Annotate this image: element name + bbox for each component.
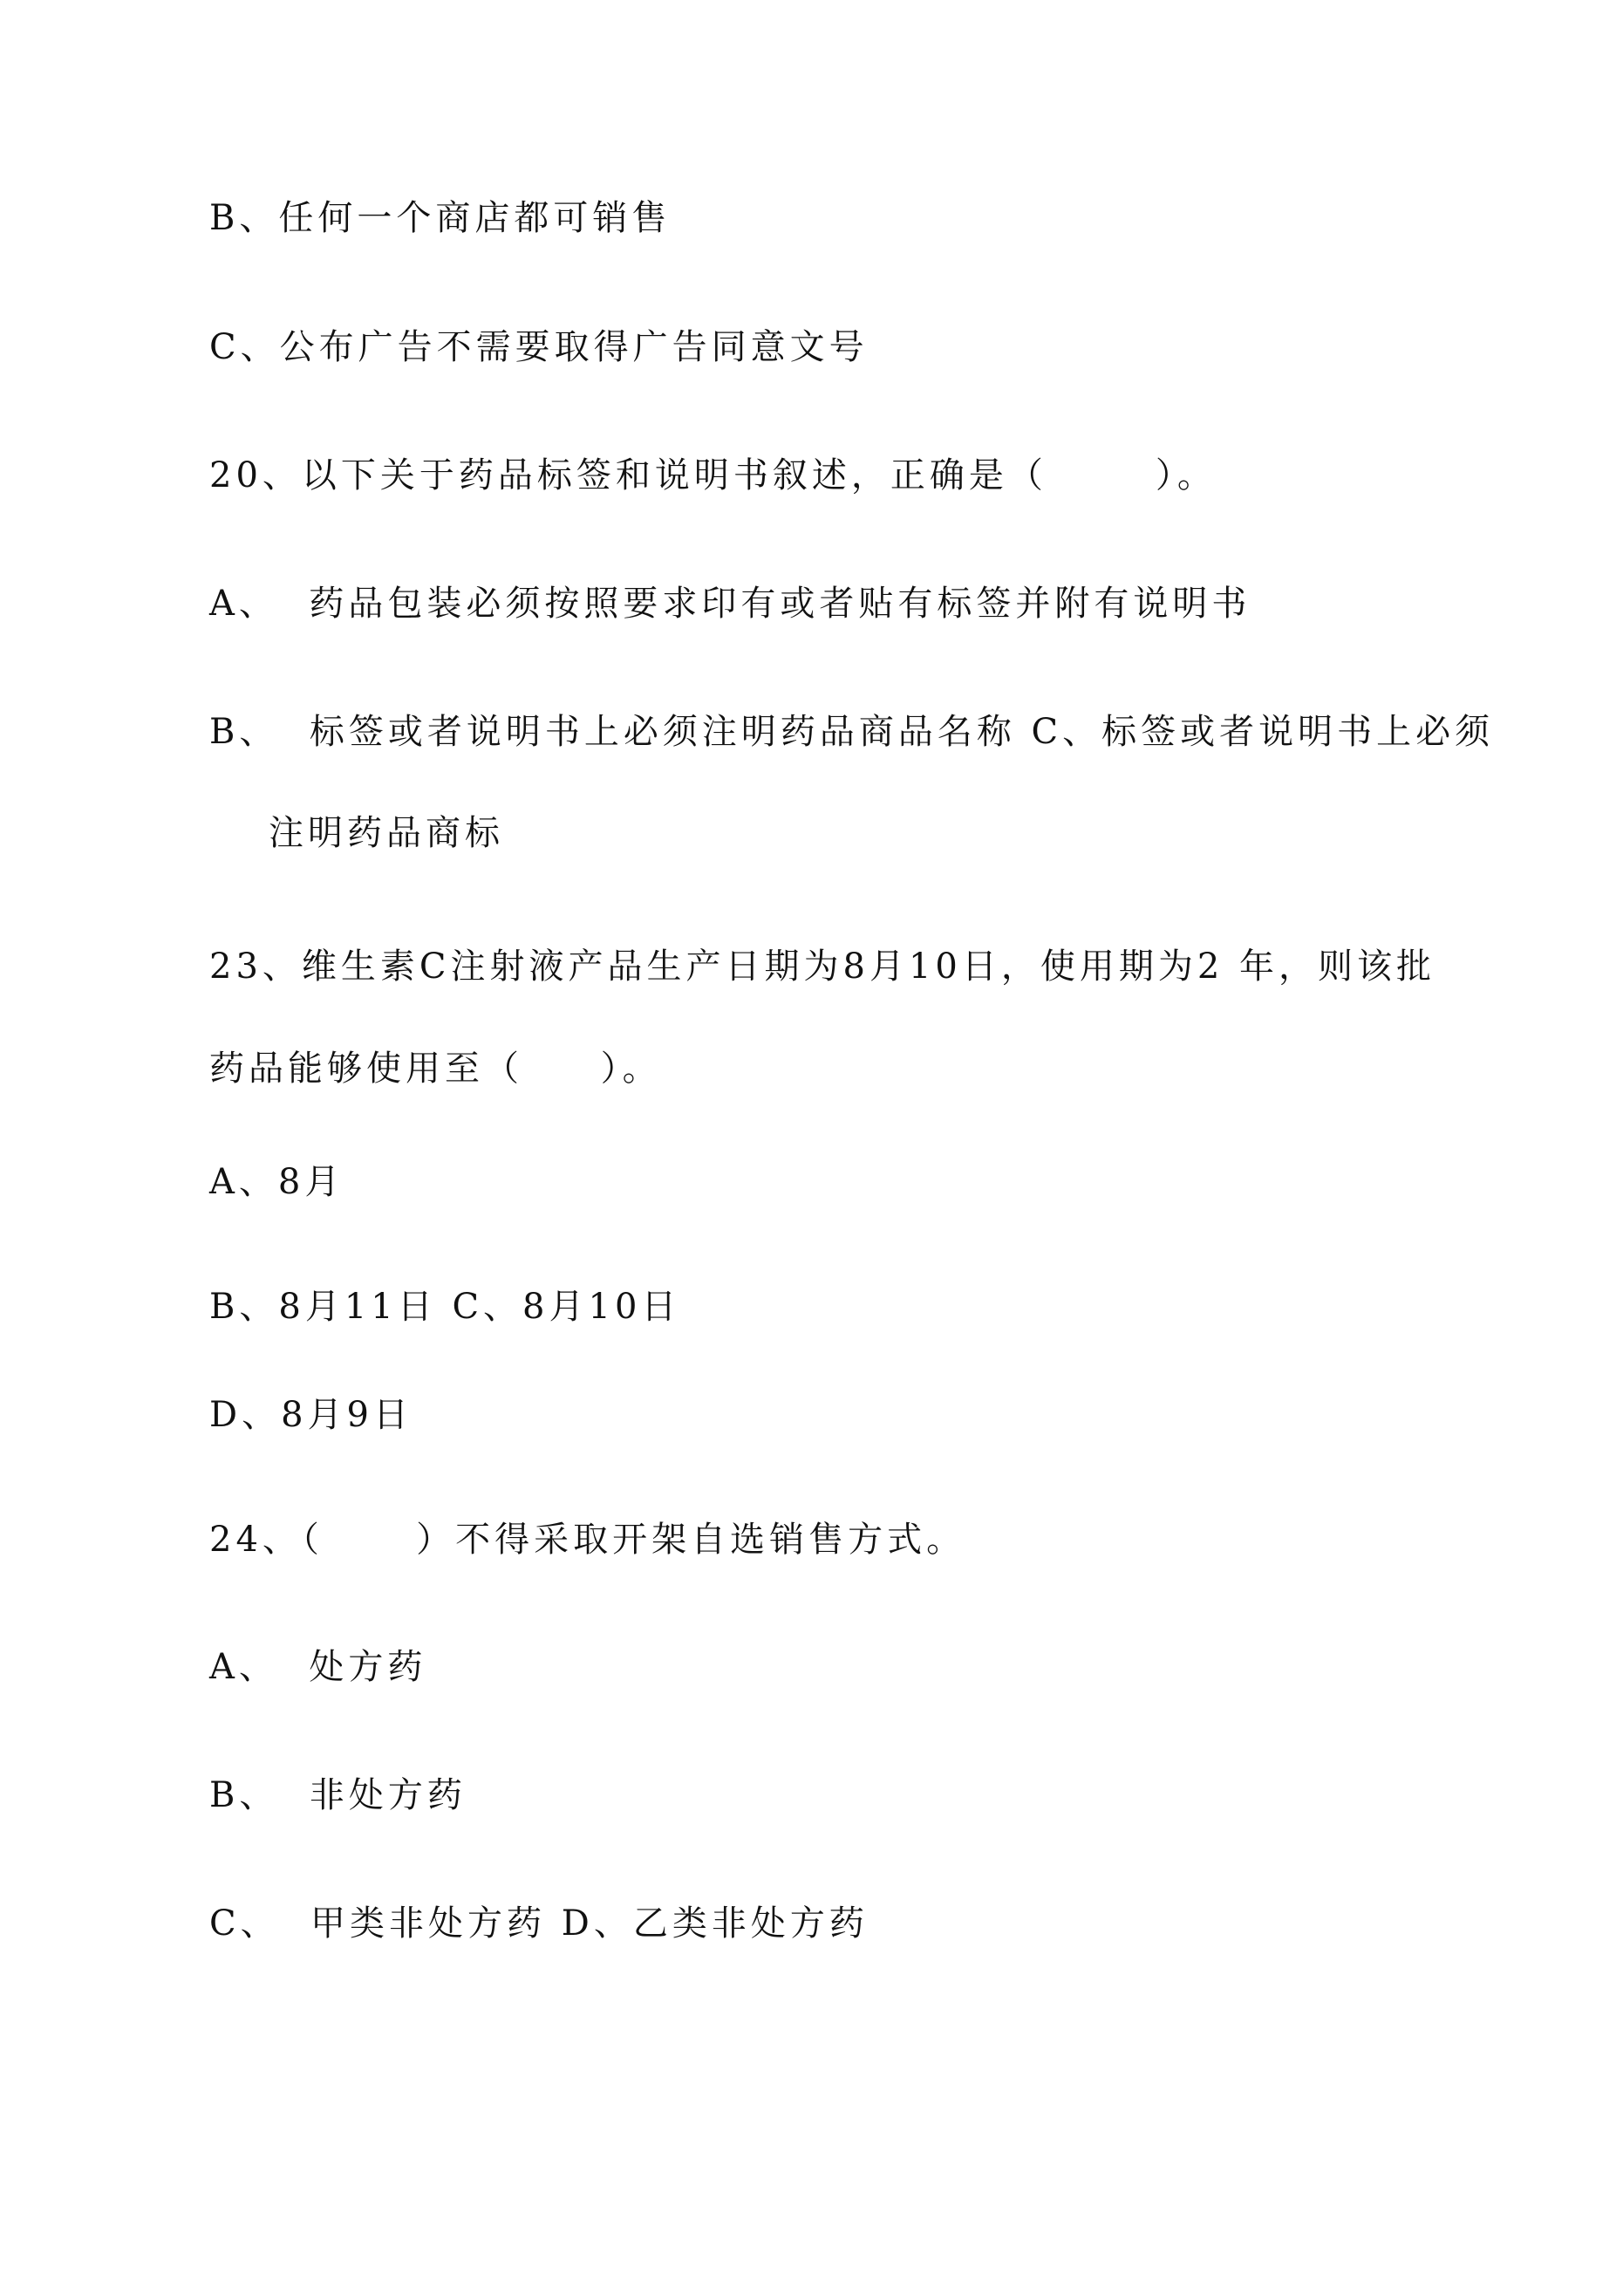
- question-23-continuation: 药品能够使用至（ ）。: [209, 1049, 662, 1089]
- option-b-otc: B、 非处方药: [209, 1775, 467, 1815]
- question-20: 20、以下关于药品标签和说明书叙述，正确是（ ）。: [209, 455, 1217, 495]
- option-c-continuation: 注明药品商标: [269, 813, 504, 853]
- option-b-c-dates: B、8月11日 C、8月10日: [209, 1287, 681, 1327]
- option-a-prescription: A、 处方药: [209, 1647, 427, 1687]
- option-b-c-label-content: B、 标签或者说明书上必须注明药品商品名称 C、标签或者说明书上必须: [209, 712, 1495, 752]
- question-24: 24、（ ）不得采取开架自选销售方式。: [209, 1520, 966, 1560]
- option-a-packaging-label: A、 药品包装必须按照要求印有或者贴有标签并附有说明书: [209, 584, 1251, 624]
- option-b-any-store: B、任何一个商店都可销售: [209, 198, 672, 238]
- question-23: 23、维生素C注射液产品生产日期为8月10日，使用期为2 年，则该批: [209, 946, 1436, 987]
- option-d-aug-9: D、8月9日: [209, 1395, 413, 1435]
- option-a-aug: A、8月: [209, 1162, 344, 1202]
- option-c-advertising: C、公布广告不需要取得广告同意文号: [209, 327, 869, 367]
- option-c-d-otc-classes: C、 甲类非处方药 D、乙类非处方药: [209, 1903, 869, 1944]
